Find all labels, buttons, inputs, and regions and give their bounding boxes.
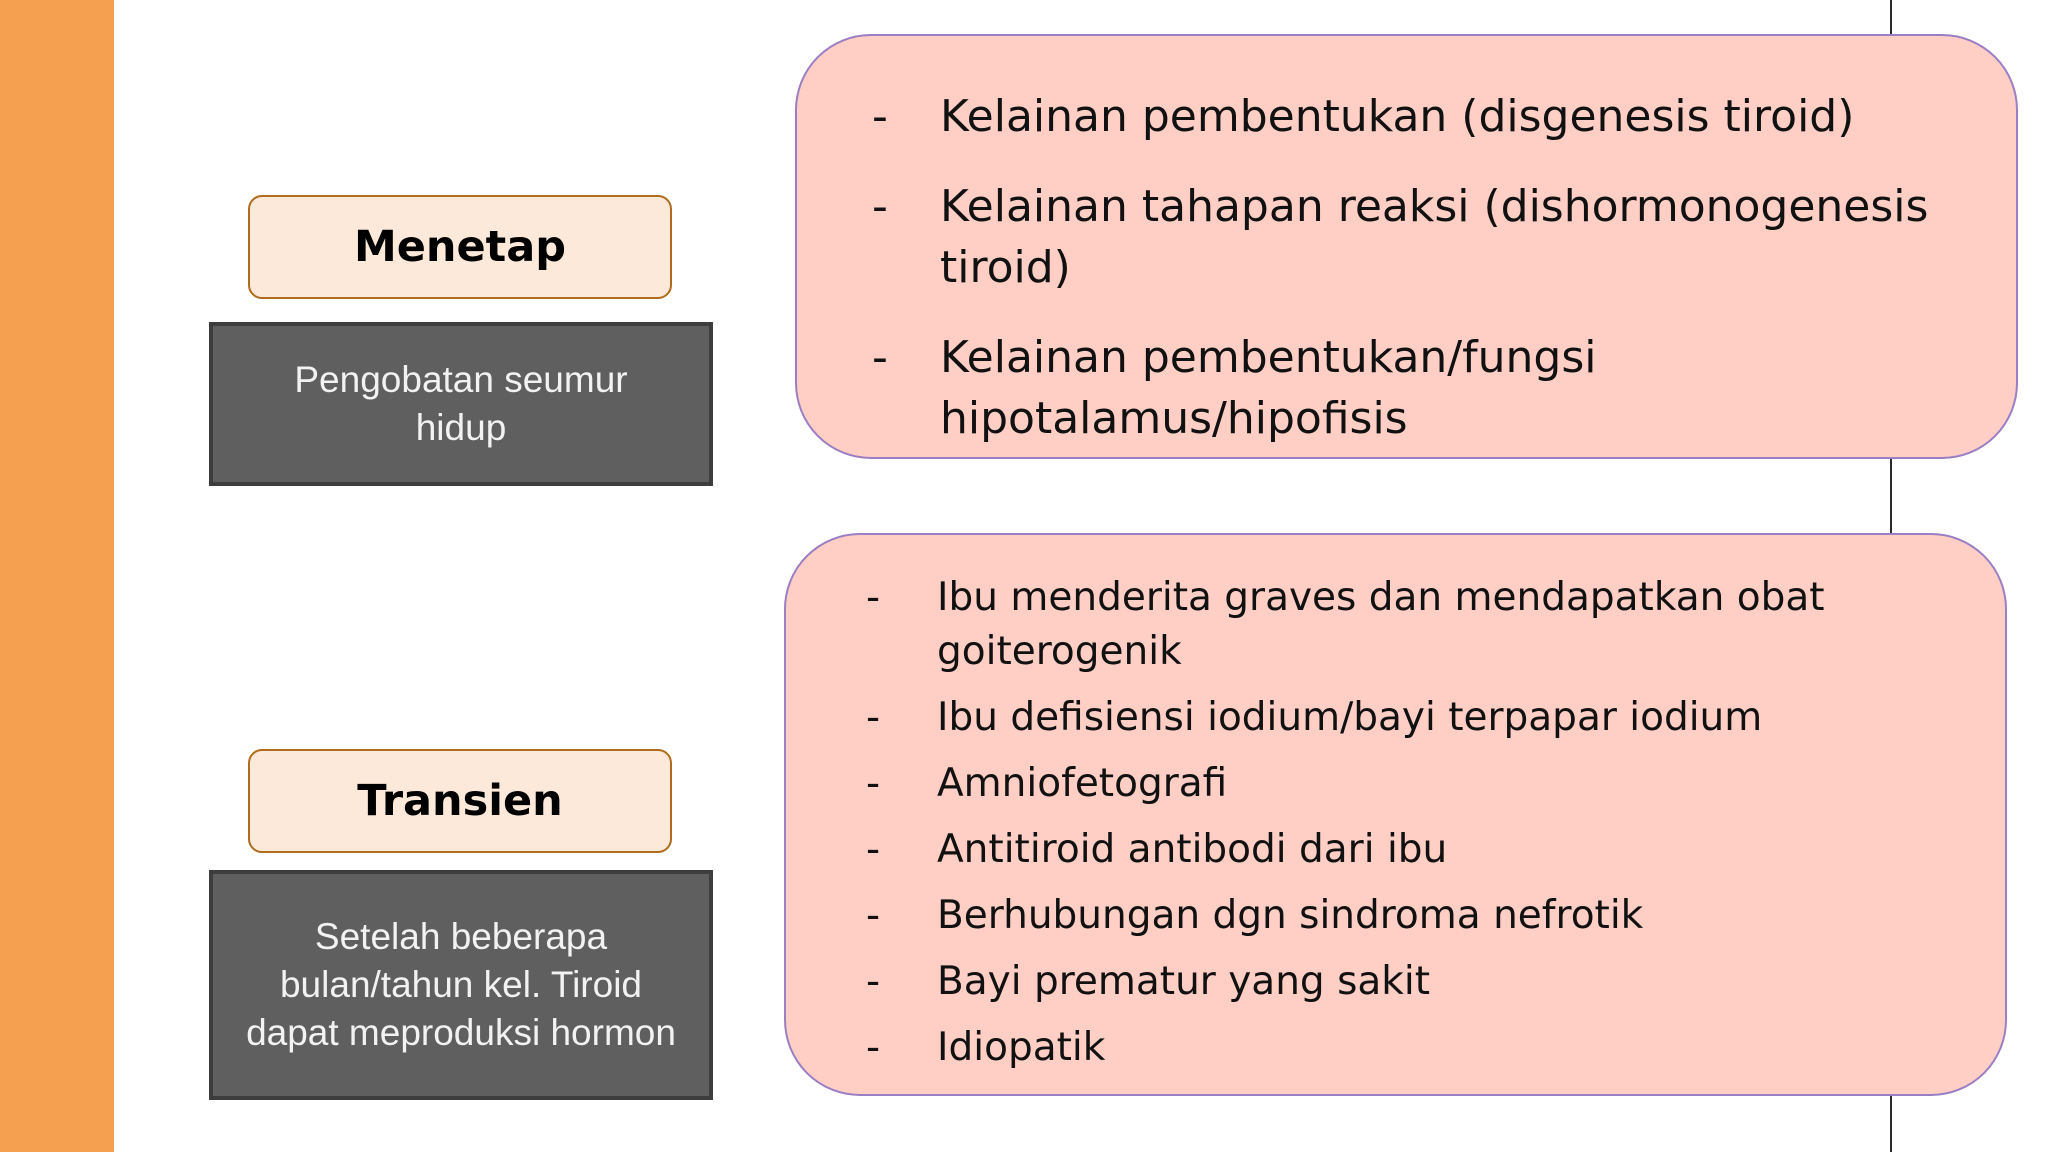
connector-line (1890, 1094, 1892, 1152)
list-item (786, 1021, 2005, 1075)
bullet-dash: - (866, 695, 881, 740)
list-item (786, 571, 2005, 679)
bullet-dash: - (866, 959, 881, 1004)
cause-panel-transien (784, 533, 2007, 1096)
treatment-box-menetap (209, 322, 713, 486)
list-item (786, 889, 2005, 943)
category-label: Menetap (353, 222, 567, 272)
connector-line (1890, 0, 1892, 36)
list-item (786, 691, 2005, 745)
cause-text: Antitiroid antibodi dari ibu (937, 827, 1448, 872)
bullet-dash: - (866, 1025, 881, 1070)
bullet-dash: - (872, 332, 888, 383)
cause-text: Amniofetografi (937, 761, 1228, 806)
connector-line (1890, 458, 1892, 534)
treatment-text: Pengobatan seumur hidup (294, 359, 628, 448)
list-item (797, 176, 2016, 298)
cause-text: Bayi prematur yang sakit (937, 959, 1431, 1004)
category-box-transien (248, 749, 672, 853)
treatment-text: Setelah beberapa bulan/tahun kel. Tiroid dapat meproduksi hormon (246, 916, 676, 1053)
cause-text: Ibu menderita graves dan mendapatkan obat goiterogenik (937, 575, 1825, 674)
list-item (797, 327, 2016, 449)
bullet-dash: - (866, 827, 881, 872)
accent-bar (0, 0, 114, 1152)
bullet-dash: - (872, 181, 888, 232)
cause-text: Idiopatik (937, 1025, 1106, 1070)
bullet-dash: - (866, 575, 881, 620)
cause-panel-menetap (795, 34, 2018, 459)
list-item (786, 757, 2005, 811)
list-item (797, 86, 2016, 147)
cause-list (786, 571, 2005, 1075)
bullet-dash: - (866, 893, 881, 938)
cause-list (797, 86, 2016, 449)
bullet-dash: - (866, 761, 881, 806)
cause-text: Kelainan tahapan reaksi (dishormonogenesis tiroid) (940, 181, 1929, 293)
category-box-menetap (248, 195, 672, 299)
cause-text: Kelainan pembentukan (disgenesis tiroid) (940, 91, 1855, 142)
list-item (786, 955, 2005, 1009)
cause-text: Ibu defisiensi iodium/bayi terpapar iodium (937, 695, 1763, 740)
cause-text: Berhubungan dgn sindroma nefrotik (937, 893, 1644, 938)
cause-text: Kelainan pembentukan/fungsi hipotalamus/hipofisis (940, 332, 1597, 444)
bullet-dash: - (872, 91, 888, 142)
list-item (786, 823, 2005, 877)
category-label: Transien (357, 776, 563, 826)
treatment-box-transien (209, 870, 713, 1100)
